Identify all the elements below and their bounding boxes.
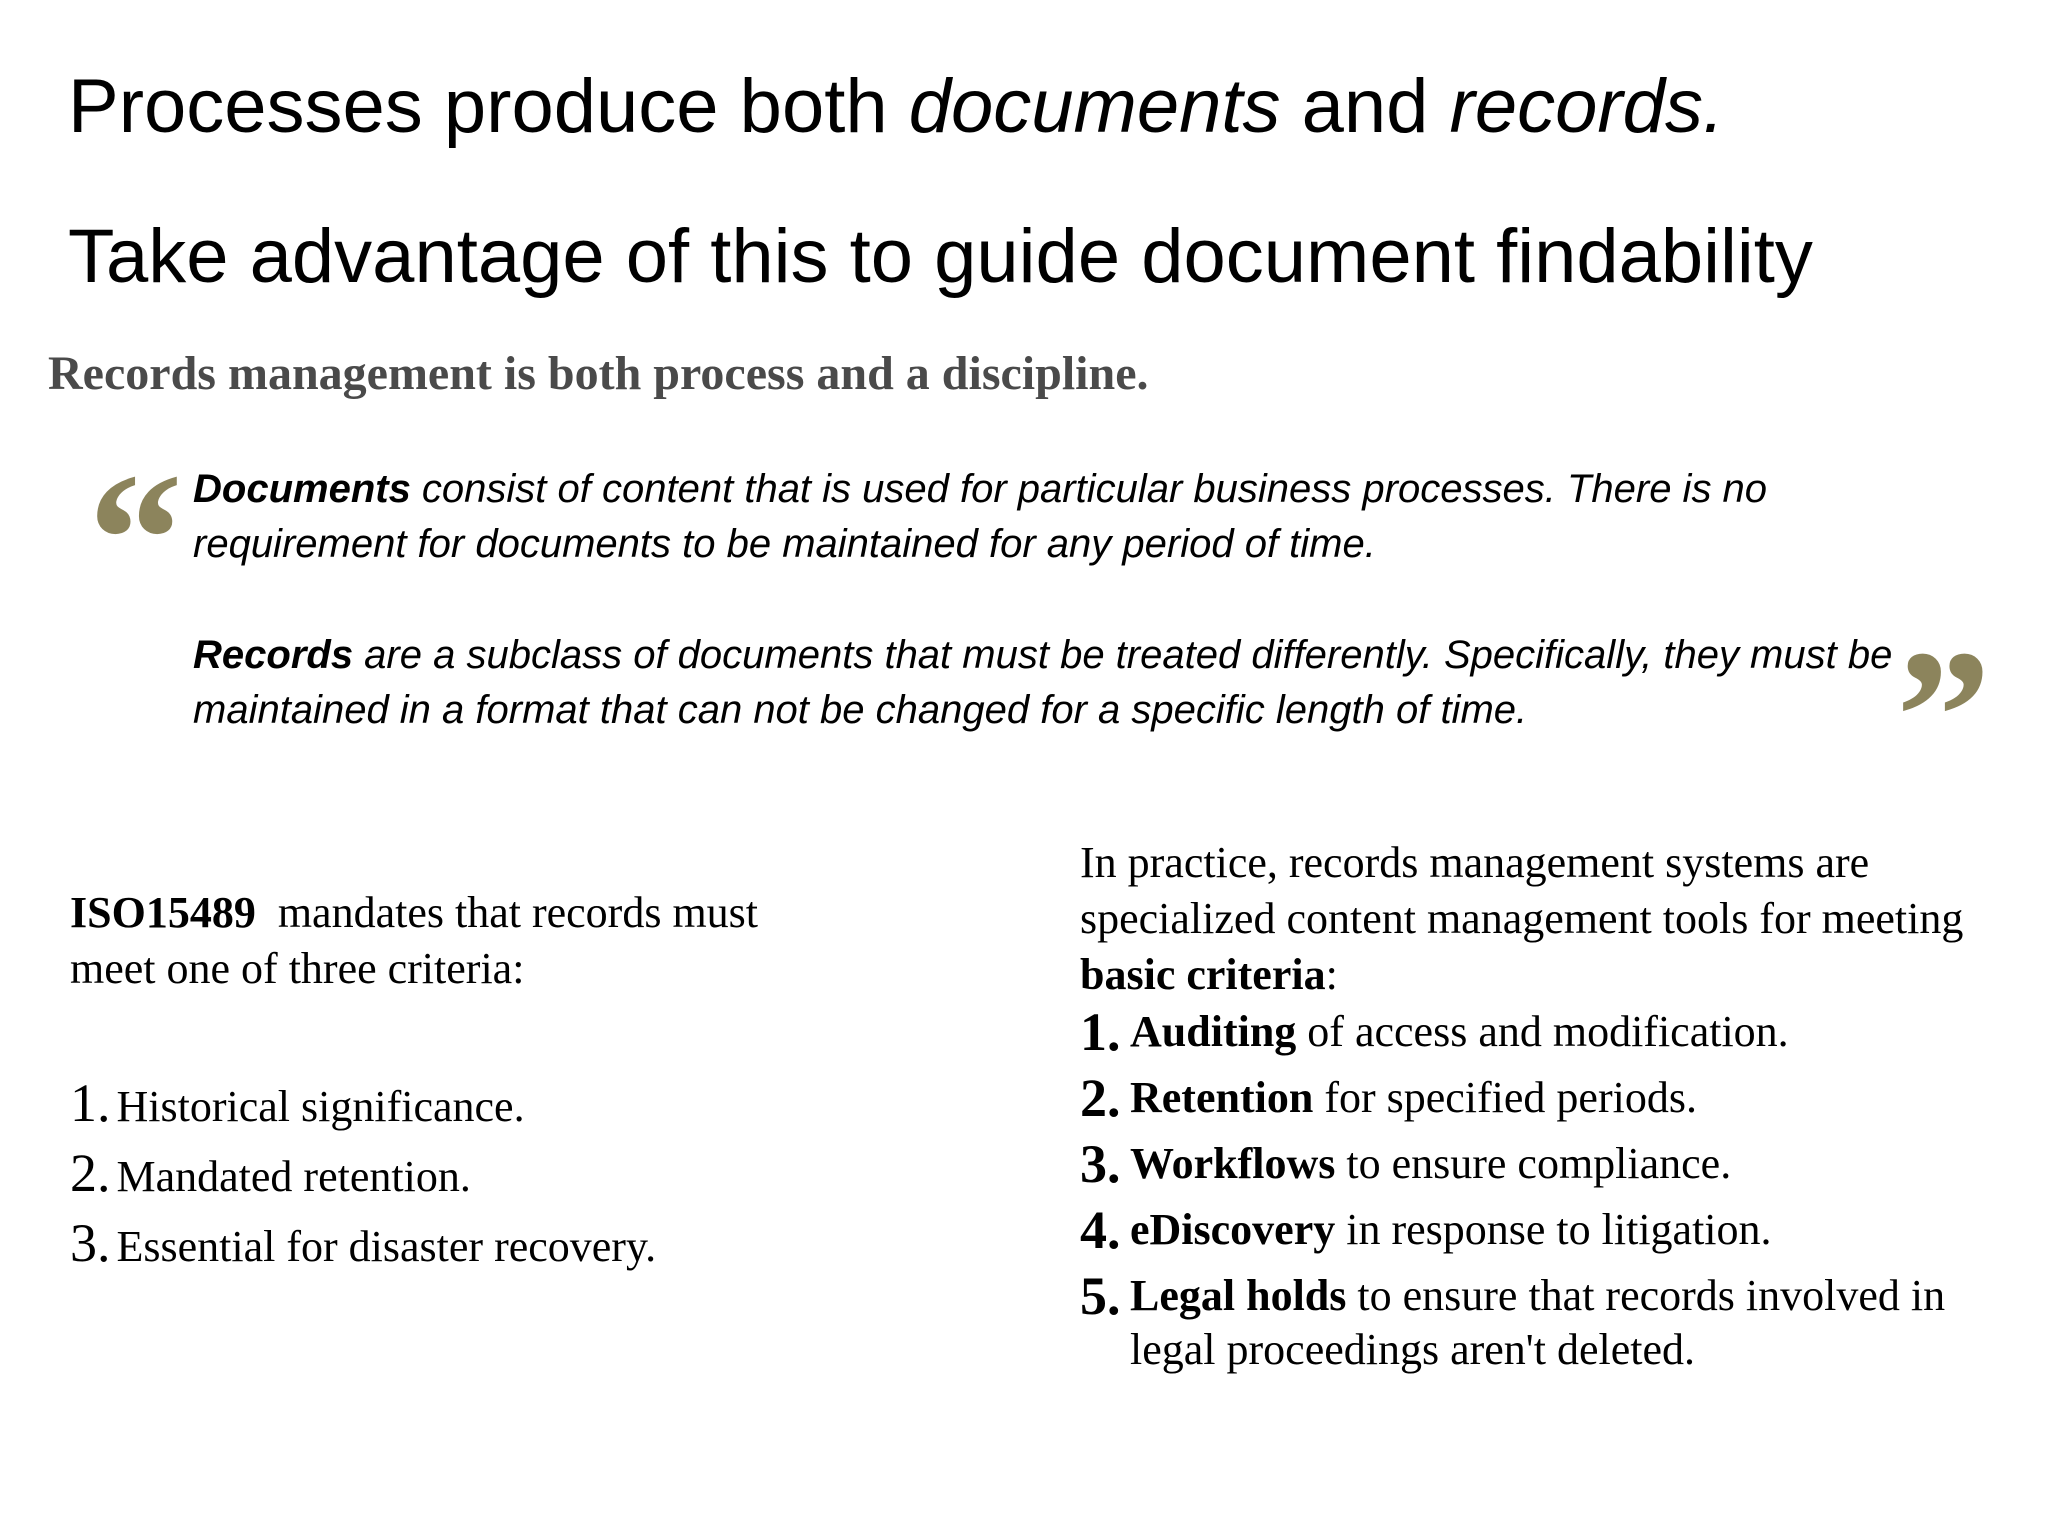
close-quote-icon: ” [1896, 612, 1991, 822]
list-item-term: Workflows [1130, 1139, 1336, 1188]
rm-criteria-list [1080, 1002, 2040, 1389]
list-item-term: Retention [1130, 1073, 1314, 1122]
list-item [70, 1210, 656, 1280]
slide-subtitle: Records management is both process and a discipline. [48, 347, 1149, 400]
rm-intro-text [1080, 835, 2040, 1003]
list-item-text: to ensure compliance. [1335, 1139, 1732, 1188]
iso-standard-name: ISO15489 [70, 888, 256, 937]
list-item-text: Essential for disaster recovery. [116, 1222, 657, 1271]
list-item-term: Legal holds [1130, 1271, 1347, 1320]
list-item-term: Auditing [1130, 1007, 1297, 1056]
list-item-number: 2. [70, 1143, 111, 1203]
title-emphasis-documents: documents [908, 64, 1281, 149]
list-item-number: 5. [1080, 1266, 1121, 1326]
list-item-text: of access and modification. [1296, 1007, 1789, 1056]
quote-text-records: are a subclass of documents that must be treated differently. Specifically, they must be maintained in a format that can not be changed for a specific length of time. [193, 633, 1893, 732]
list-item-number: 1. [1080, 1002, 1121, 1062]
list-item [1080, 1002, 2040, 1062]
list-item-text: Historical significance. [116, 1082, 525, 1131]
list-item [1080, 1200, 2040, 1260]
list-item-number: 3. [1080, 1134, 1121, 1194]
iso-intro-text [70, 885, 850, 997]
list-item-number: 1. [70, 1073, 111, 1133]
quote-paragraph-documents [193, 462, 1913, 572]
list-item [70, 1140, 656, 1210]
quote-term-documents: Documents [193, 467, 411, 511]
list-item [1080, 1134, 2040, 1194]
quote-term-records: Records [193, 633, 354, 677]
list-item-text: to ensure that records involved in legal proceedings aren't deleted. [1130, 1271, 1946, 1374]
list-item [1080, 1266, 2040, 1377]
list-item-number: 4. [1080, 1200, 1121, 1260]
iso-criteria-list [70, 1070, 656, 1280]
list-item-number: 2. [1080, 1068, 1121, 1128]
list-item-text: in response to litigation. [1335, 1205, 1772, 1254]
title-part-1: Processes produce both [68, 64, 909, 149]
slide-title-line-1 [68, 62, 1724, 152]
rm-intro-sentence: In practice, records management systems are specialized content management tools for meeting [1080, 838, 1964, 943]
list-item-text: Mandated retention. [116, 1152, 471, 1201]
quote-text-documents: consist of content that is used for particular business processes. There is no requirement for documents to be maintained for any period of time. [193, 467, 1768, 566]
rm-intro-bold: basic criteria [1080, 950, 1326, 999]
quote-paragraph-records [193, 628, 1893, 738]
list-item-term: eDiscovery [1130, 1205, 1336, 1254]
title-emphasis-records: records. [1449, 64, 1725, 149]
list-item-number: 3. [70, 1213, 111, 1273]
rm-intro-end: : [1325, 950, 1338, 999]
list-item [70, 1070, 656, 1140]
list-item [1080, 1068, 2040, 1128]
slide-title-line-2: Take advantage of this to guide document findability [68, 214, 1813, 299]
iso-intro-sentence: mandates that records must meet one of three criteria: [70, 888, 770, 993]
title-part-2: and [1280, 64, 1450, 149]
list-item-text: for specified periods. [1313, 1073, 1697, 1122]
open-quote-icon: “ [88, 435, 183, 645]
